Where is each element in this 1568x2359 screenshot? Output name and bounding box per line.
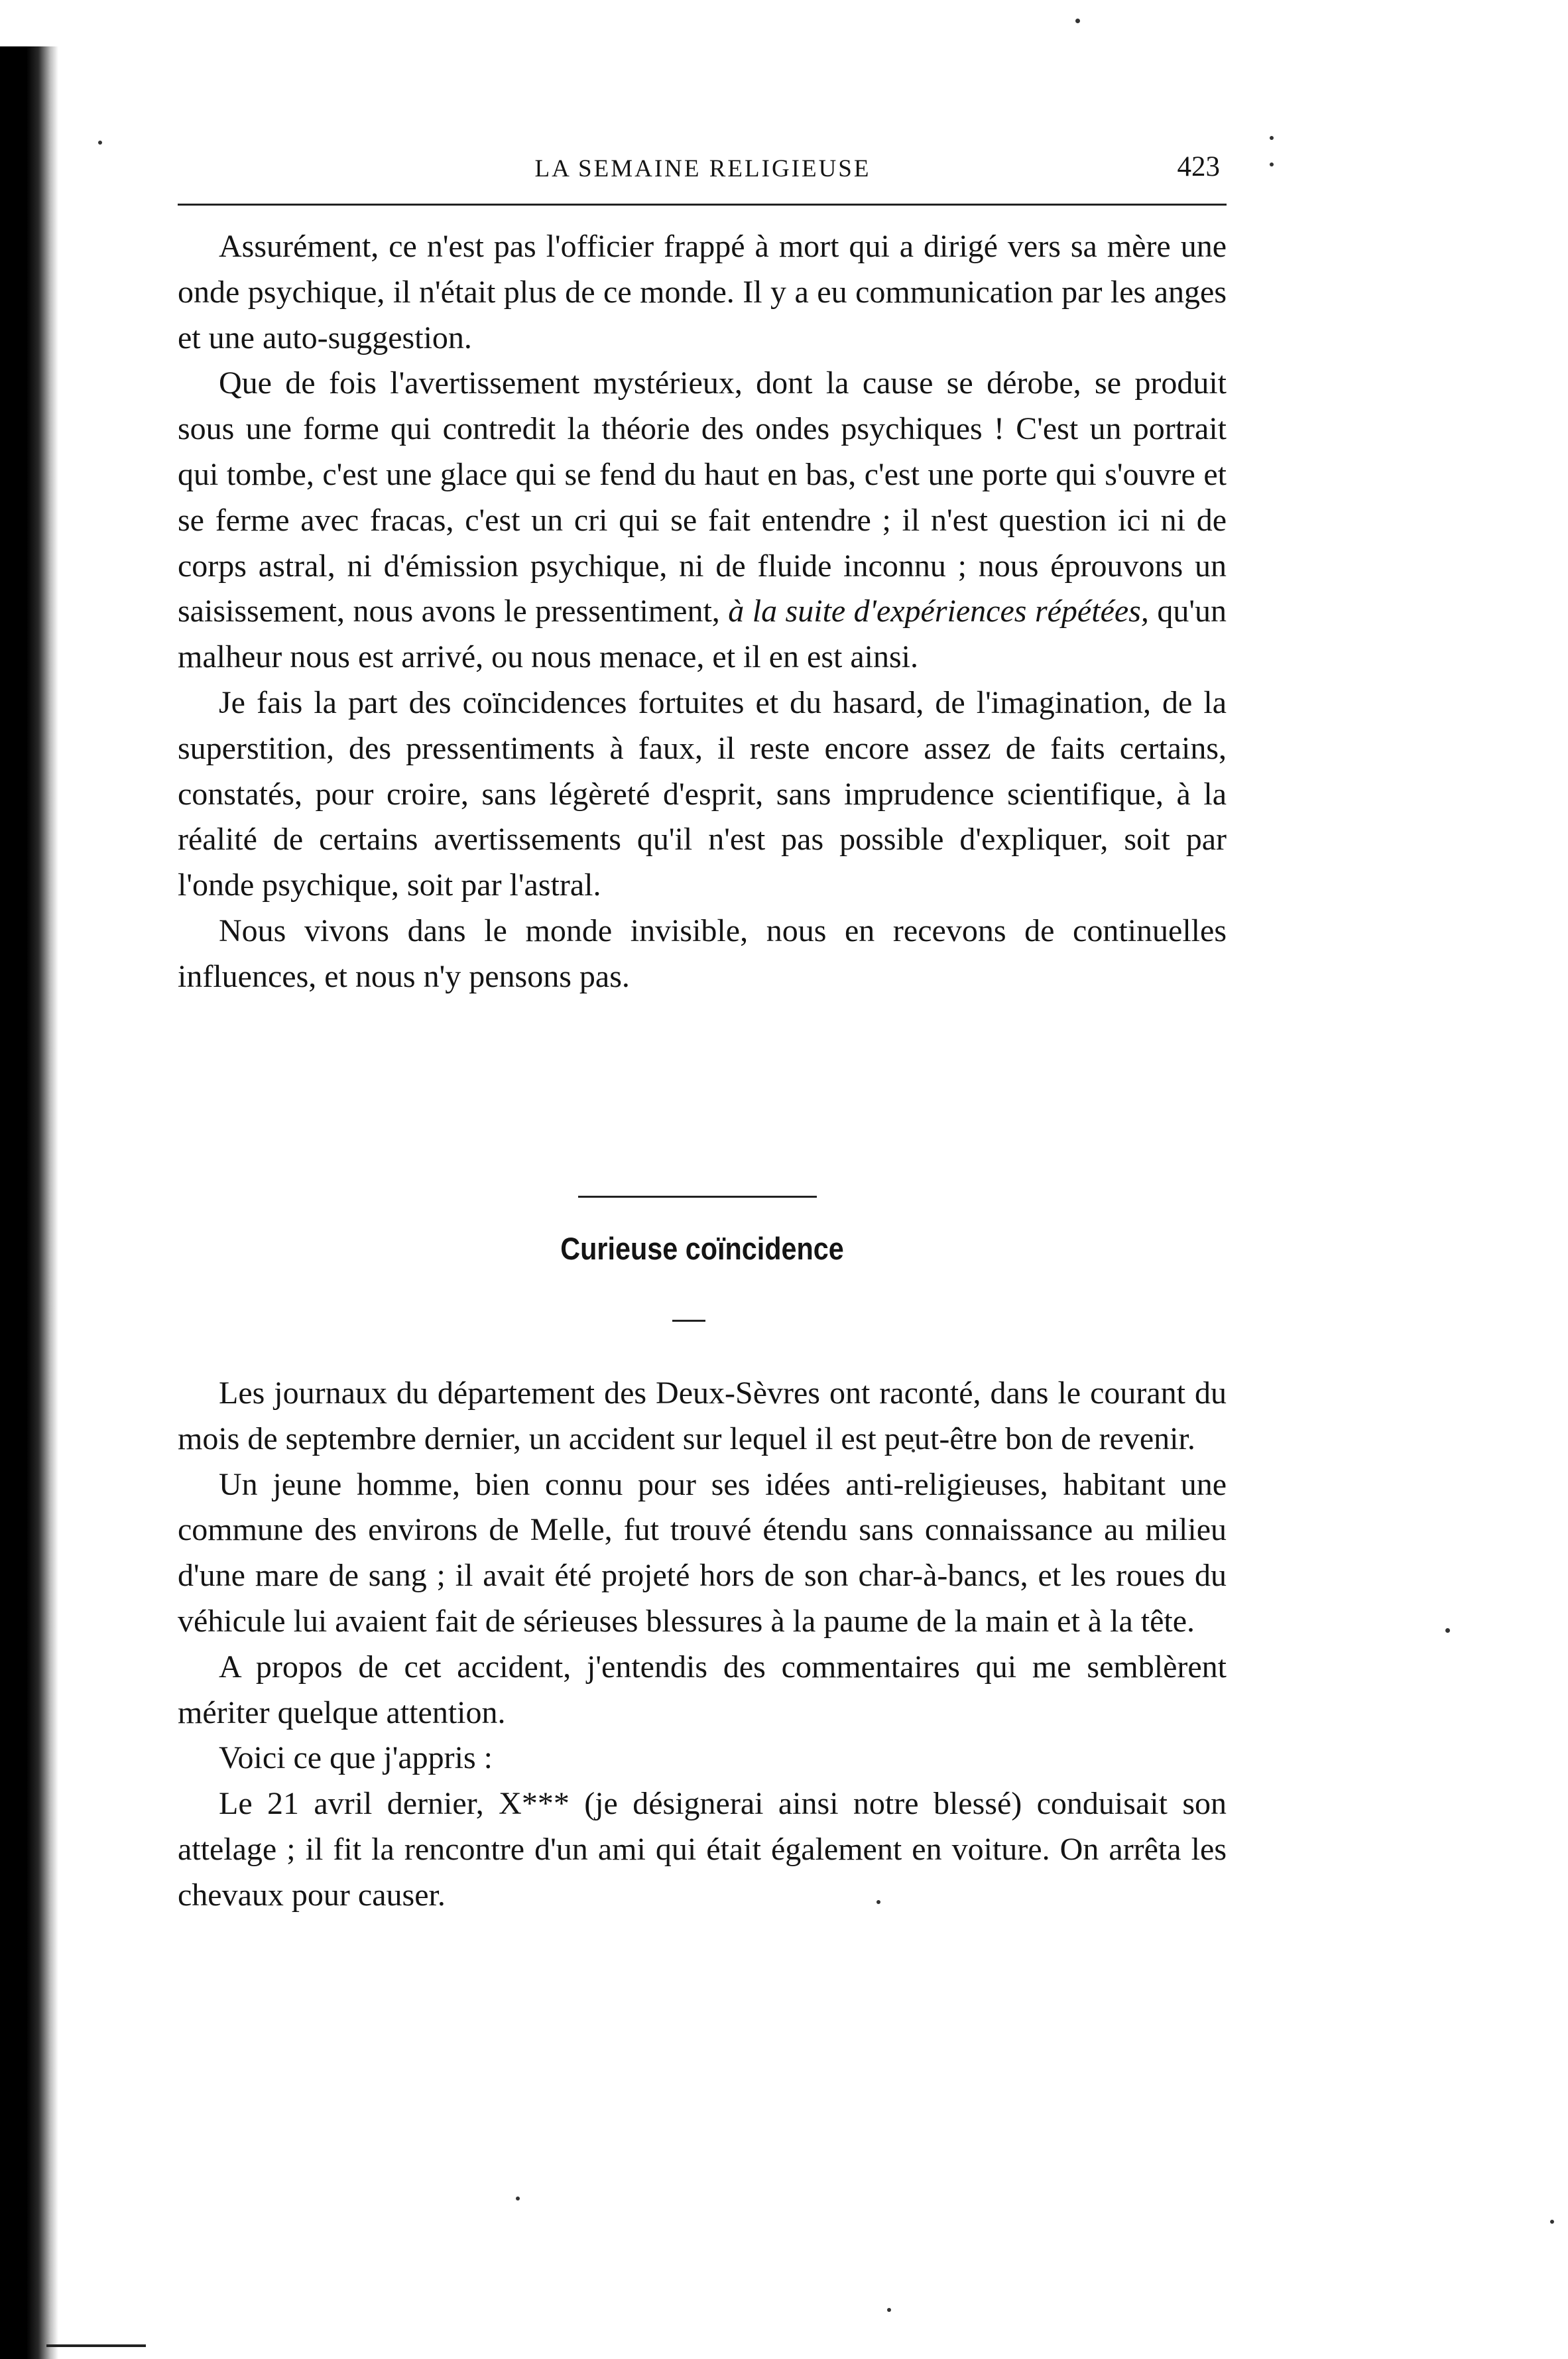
italic-phrase: à la suite d'expériences répétées, (728, 594, 1149, 629)
section-separator-rule (578, 1196, 817, 1198)
ink-speck (1075, 19, 1080, 23)
paragraph: A propos de cet accident, j'entendis des commentaires qui me semblèrent mériter quelque attention. (178, 1649, 1227, 1730)
paragraph: Voici ce que j'appris : (219, 1740, 493, 1776)
ink-speck (516, 2197, 520, 2200)
paragraph: Un jeune homme, bien connu pour ses idées anti-religieuses, habitant une commune des environs de Melle, fut trouvé étendu sans connaissance au milieu d'une mare de sang ; il avait été projeté hors de son char-à-bancs, et les roues du véhicule lui avaient fait de sérieuses blessures à la paume de la main et à la tête. (178, 1466, 1227, 1639)
paragraph-text: Que de fois l'avertissement mystérieux, dont la cause se dérobe, se produit sous une forme qui contredit la théorie des ondes psychiques ! C'est un portrait qui tombe, c'est une glace qui se fend du haut en bas, c'est une porte qui s'ouvre et se ferme avec fracas, c'est un cri qui se fait entendre ; il n'est question ici ni de corps astral, ni d'émission psychique, ni de fluide inconnu ; nous éprouvons un saisissement, nous avons le pressentiment, (178, 365, 1227, 629)
body-text-top (178, 224, 1227, 1000)
ink-speck (1445, 1628, 1450, 1633)
paragraph: Les journaux du département des Deux-Sèvres ont raconté, dans le courant du mois de septembre dernier, un accident sur lequel il est peut-être bon de revenir. (178, 1375, 1227, 1456)
section-title: Curieuse coïncidence (560, 1231, 844, 1266)
ink-speck (887, 2308, 891, 2312)
paragraph: Je fais la part des coïncidences fortuites et du hasard, de l'imagination, de la superstition, des pressentiments à faux, il reste encore assez de faits certains, constatés, pour croire, sans légèreté d'esprit, sans imprudence scientifique, à la réalité de certains avertissements qu'il n'est pas possible d'expliquer, soit par l'onde psychique, soit par l'astral. (178, 684, 1227, 903)
body-text-bottom (178, 1371, 1227, 1919)
paragraph-text: qu'un malheur nous est arrivé, ou nous menace, et il en est ainsi. (178, 594, 1227, 675)
ink-speck (1550, 2220, 1554, 2224)
running-title: LA SEMAINE RELIGIEUSE (534, 155, 871, 182)
paragraph: Le 21 avril dernier, X*** (je désignerai ainsi notre blessé) conduisait son attelage ; il fit la rencontre d'un ami qui était également en voiture. On arrêta les chevaux pour causer. (178, 1786, 1227, 1913)
section-dash (672, 1320, 705, 1322)
paragraph: Nous vivons dans le monde invisible, nous en recevons de continuelles influences, et nous n'y pensons pas. (178, 913, 1227, 994)
binding-foot-mark (46, 2344, 146, 2347)
running-header (186, 136, 1220, 196)
ink-speck (1270, 162, 1274, 166)
header-rule (178, 204, 1227, 206)
ink-speck (1270, 136, 1274, 140)
paragraph (178, 361, 1227, 680)
page-number: 423 (1177, 151, 1220, 182)
page-binding-edge (0, 46, 58, 2359)
paragraph: Assurément, ce n'est pas l'officier frappé à mort qui a dirigé vers sa mère une onde psychique, il n'était plus de ce monde. Il y a eu communication par les anges et une auto-suggestion. (178, 229, 1227, 355)
ink-speck (98, 141, 102, 145)
